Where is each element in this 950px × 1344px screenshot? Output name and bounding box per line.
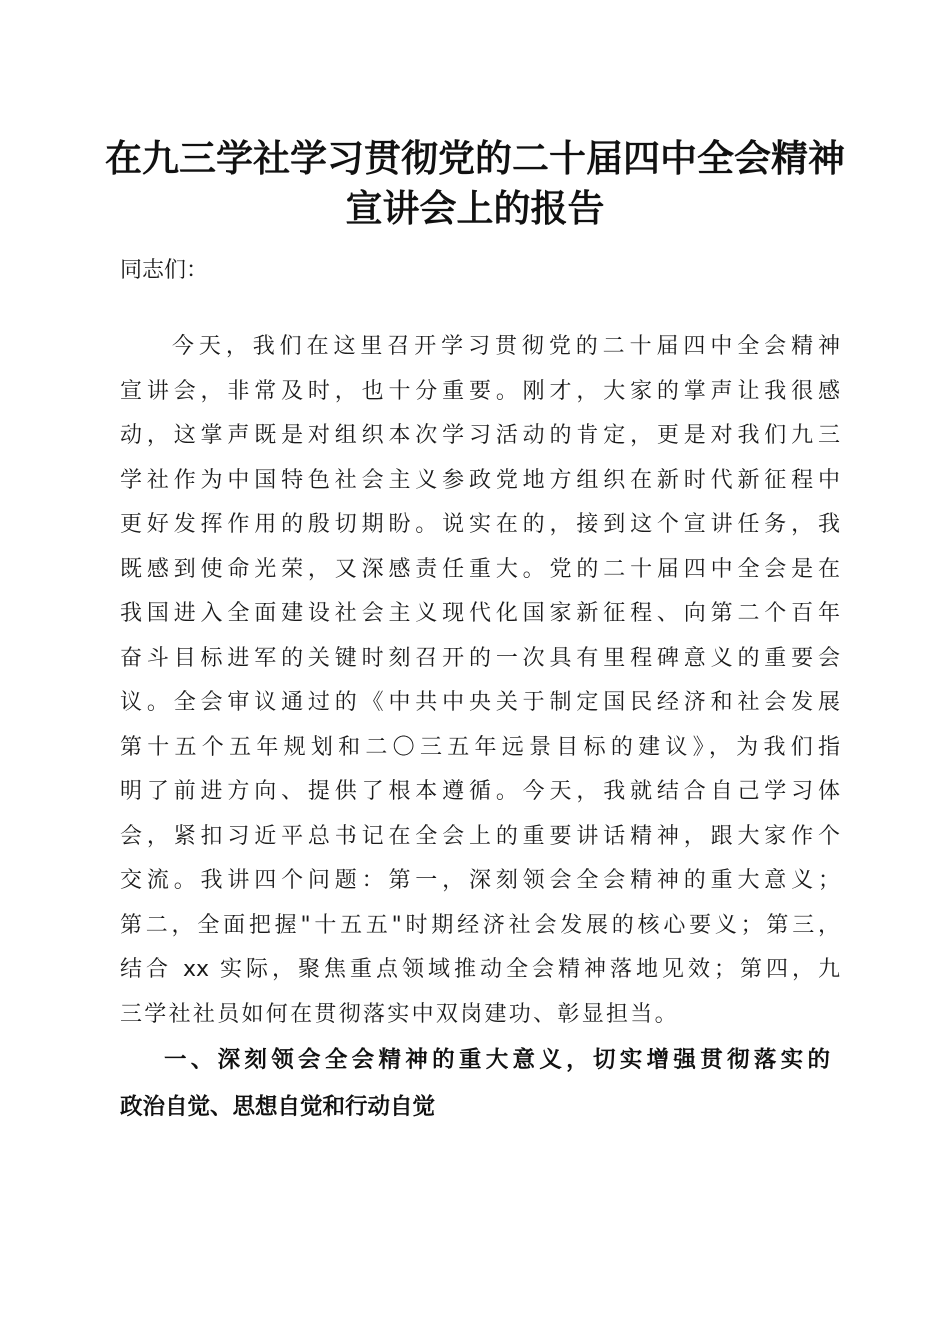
- document-title: [100, 133, 850, 233]
- paragraph-line: 结合 xx 实际，聚焦重点领域推动全会精神落地见效；第四，九: [120, 957, 840, 982]
- paragraph-line: 第二，全面把握"十五五"时期经济社会发展的核心要义；第三，: [120, 912, 840, 938]
- paragraph-line: 三学社社员如何在贯彻落实中双岗建功、彰显担当。: [120, 1001, 679, 1027]
- section-heading-1: [120, 1037, 830, 1131]
- paragraph-line: 第十五个五年规划和二〇三五年远景目标的建议》，为我们指: [120, 734, 840, 760]
- heading-line-1: 一、深刻领会全会精神的重大意义，切实增强贯彻落实的: [164, 1047, 830, 1073]
- paragraph-line: 宣讲会，非常及时，也十分重要。刚才，大家的掌声让我很感: [120, 378, 840, 404]
- paragraph-line: 明了前进方向、提供了根本遵循。今天，我就结合自己学习体: [120, 779, 840, 804]
- paragraph-line: 动，这掌声既是对组织本次学习活动的肯定，更是对我们九三: [120, 423, 840, 448]
- paragraph-line: 奋斗目标进军的关键时刻召开的一次具有里程碑意义的重要会: [120, 645, 840, 671]
- salutation: 同志们：: [120, 258, 209, 283]
- paragraph-line: 更好发挥作用的殷切期盼。说实在的，接到这个宣讲任务，我: [120, 512, 840, 537]
- paragraph-line: 交流。我讲四个问题：第一，深刻领会全会精神的重大意义；: [120, 868, 840, 893]
- heading-line-2: 政治自觉、思想自觉和行动自觉: [120, 1094, 436, 1120]
- paragraph-line: 我国进入全面建设社会主义现代化国家新征程、向第二个百年: [120, 601, 840, 626]
- paragraph-line: 既感到使命光荣，又深感责任重大。党的二十届四中全会是在: [120, 556, 840, 582]
- intro-paragraph: [120, 325, 840, 1037]
- title-line-1: 在九三学社学习贯彻党的二十届四中全会精神: [105, 136, 845, 180]
- paragraph-line: 议。全会审议通过的《中共中央关于制定国民经济和社会发展: [120, 690, 840, 715]
- title-line-2: 宣讲会上的报告: [345, 186, 605, 230]
- paragraph-line: 会，紧扣习近平总书记在全会上的重要讲话精神，跟大家作个: [120, 823, 840, 849]
- paragraph-line: 学社作为中国特色社会主义参政党地方组织在新时代新征程中: [120, 467, 840, 493]
- paragraph-line: 今天，我们在这里召开学习贯彻党的二十届四中全会精神: [172, 334, 840, 359]
